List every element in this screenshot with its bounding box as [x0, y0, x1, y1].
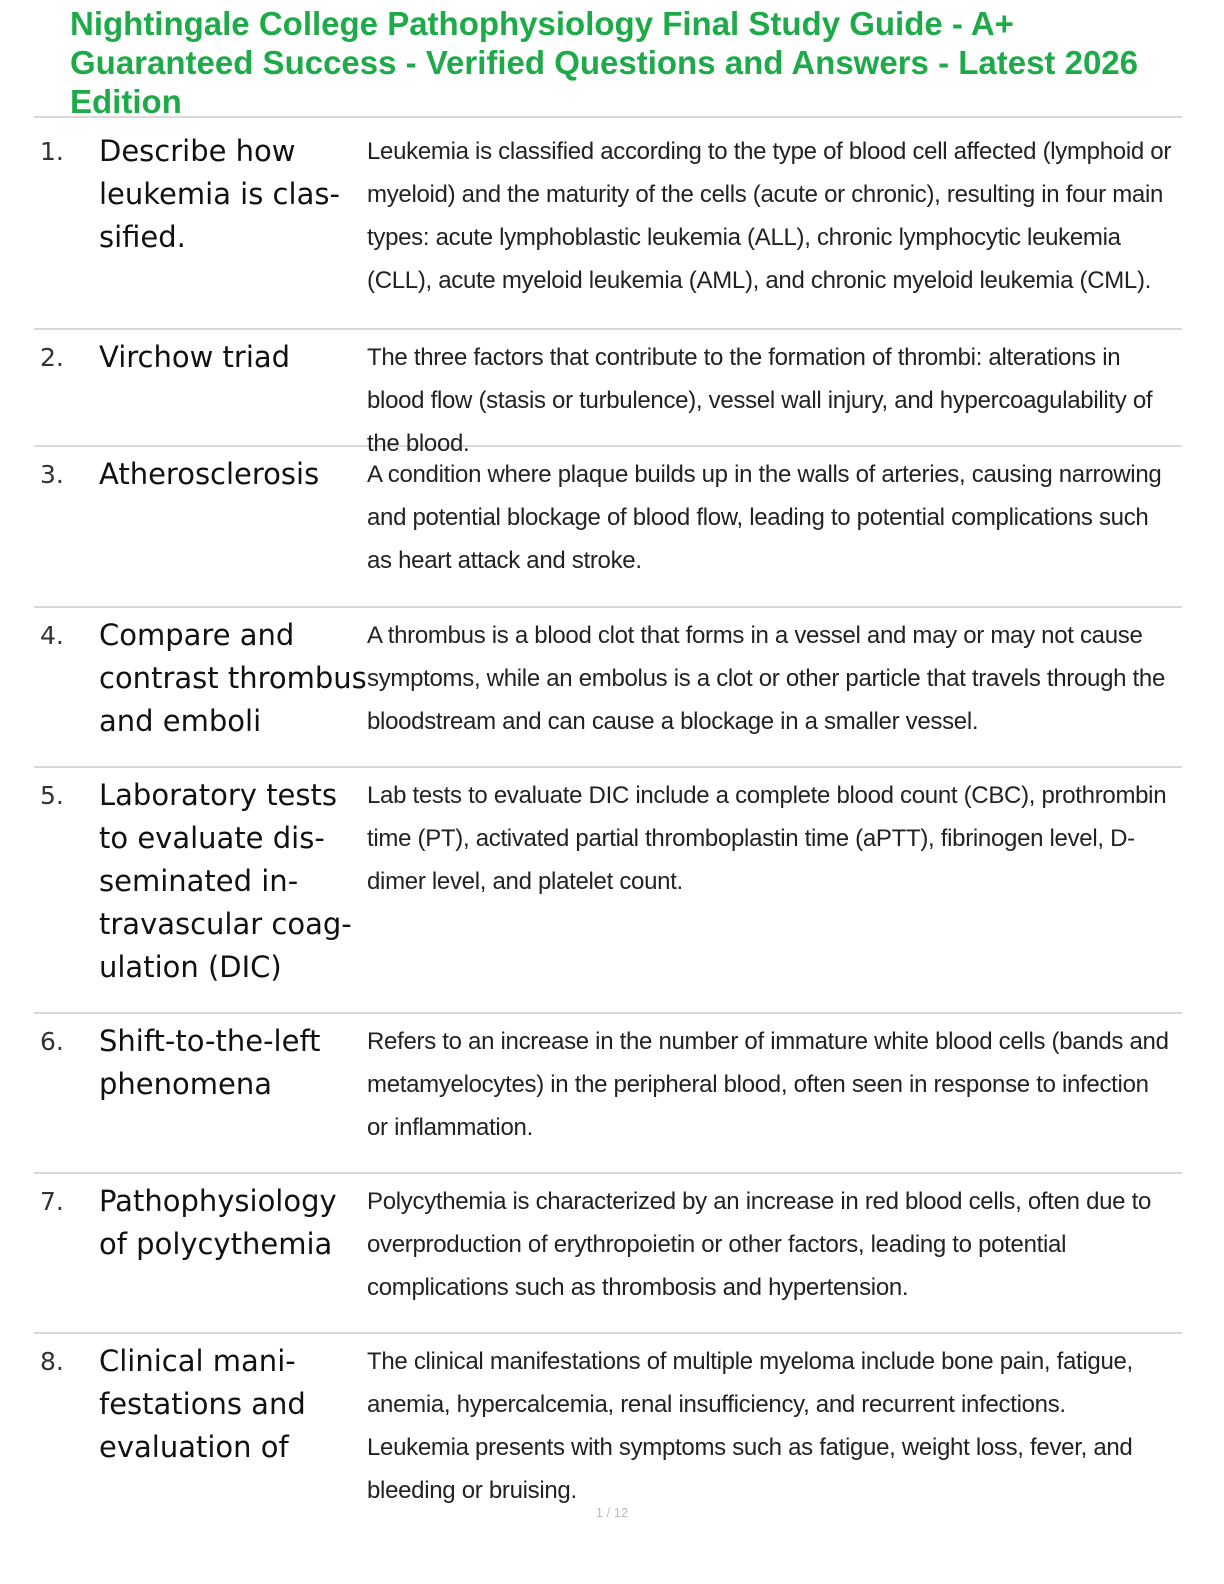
- item-definition: A thrombus is a blood clot that forms in a vessel and may or may not cause symptoms, while an embolus is a clot or other particle that travels through the bloodstream and can cause a blockage in a smaller vessel.: [367, 622, 1166, 735]
- qa-list: [34, 124, 1182, 1504]
- item-number: 4.: [40, 621, 64, 650]
- item-definition: The three factors that contribute to the formation of thrombi: alterations in blood flow (stasis or turbulence), vessel wall injury, and hypercoagulability of the blood.: [367, 344, 1153, 457]
- qa-row: [34, 1334, 1182, 1504]
- item-term: Shift-to-the-left phenomena: [99, 1024, 321, 1101]
- item-definition: Lab tests to evaluate DIC include a complete blood count (CBC), prothrombin time (PT), activated partial thromboplastin time (aPTT), fibrinogen level, D-dimer level, and platelet count.: [367, 782, 1167, 895]
- qa-row: [34, 330, 1182, 457]
- item-term: Compare and contrast thrombus and emboli: [99, 618, 367, 738]
- item-number: 8.: [40, 1347, 64, 1376]
- item-number: 5.: [40, 781, 64, 810]
- item-term: Virchow triad: [99, 340, 291, 374]
- qa-row: [34, 124, 1182, 330]
- qa-row: [34, 768, 1182, 1014]
- item-term: Atherosclerosis: [99, 457, 320, 491]
- item-term: Describe how leukemia is classified.: [99, 134, 340, 254]
- item-definition: Polycythemia is characterized by an increase in red blood cells, often due to overproduction of erythropoietin or other factors, leading to potential complications such as thrombosis and hypertension.: [367, 1188, 1152, 1301]
- item-term: Pathophysiology of polycythemia: [99, 1184, 337, 1261]
- qa-row: [34, 608, 1182, 768]
- item-term: Laboratory tests to evaluate disseminated intravascular coagulation (DIC): [99, 778, 352, 984]
- item-term: Clinical manifestations and evaluation of: [99, 1344, 306, 1464]
- title-divider: [34, 116, 1182, 118]
- page-number: 1 / 12: [595, 1505, 629, 1520]
- item-definition: The clinical manifestations of multiple myeloma include bone pain, fatigue, anemia, hypercalcemia, renal insufficiency, and recurrent infections. Leukemia presents with symptoms such as fatigue, weight loss, fever, and bleeding or bruising.: [367, 1348, 1133, 1504]
- document-title: Nightingale College Pathophysiology Final Study Guide - A+ Guaranteed Success - Verified Questions and Answers - Latest 2026 Edition: [70, 5, 1139, 120]
- item-number: 7.: [40, 1187, 64, 1216]
- item-number: 6.: [40, 1027, 64, 1056]
- item-definition: Leukemia is classified according to the type of blood cell affected (lymphoid or myeloid) and the maturity of the cells (acute or chronic), resulting in four main types: acute lymphoblastic leukemia (ALL), chronic lymphocytic leukemia (CLL), acute myeloid leukemia (AML), and chronic myeloid leukemia (CML).: [367, 138, 1172, 294]
- qa-row: [34, 1014, 1182, 1174]
- item-number: 2.: [40, 343, 64, 372]
- item-definition: A condition where plaque builds up in the walls of arteries, causing narrowing and potential blockage of blood flow, leading to potential complications such as heart attack and stroke.: [367, 461, 1162, 574]
- item-number: 1.: [40, 137, 64, 166]
- qa-row: [34, 1174, 1182, 1334]
- item-definition: Refers to an increase in the number of immature white blood cells (bands and metamyelocytes) in the peripheral blood, often seen in response to infection or inflammation.: [367, 1028, 1169, 1141]
- item-number: 3.: [40, 460, 64, 489]
- qa-row: [34, 447, 1182, 608]
